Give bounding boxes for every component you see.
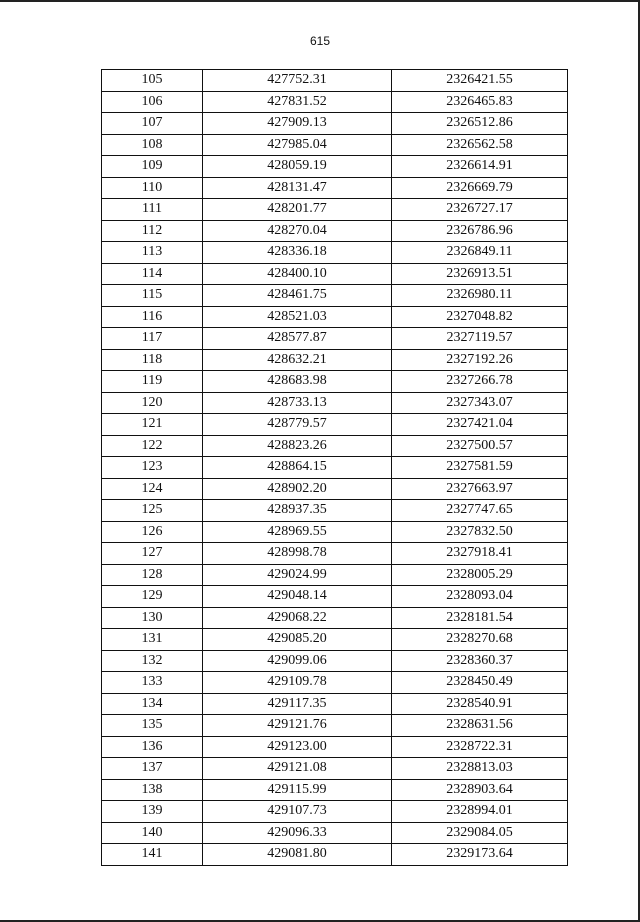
table-row xyxy=(102,543,568,565)
y-coordinate-cell: 2326465.83 xyxy=(392,91,568,113)
table-row xyxy=(102,672,568,694)
y-coordinate-cell: 2326614.91 xyxy=(392,156,568,178)
table-row xyxy=(102,113,568,135)
table-row xyxy=(102,758,568,780)
table-row xyxy=(102,693,568,715)
point-number-cell: 111 xyxy=(102,199,203,221)
y-coordinate-cell: 2328903.64 xyxy=(392,779,568,801)
table-row xyxy=(102,392,568,414)
x-coordinate-cell: 428823.26 xyxy=(203,435,392,457)
x-coordinate-cell: 427831.52 xyxy=(203,91,392,113)
y-coordinate-cell: 2326562.58 xyxy=(392,134,568,156)
y-coordinate-cell: 2326786.96 xyxy=(392,220,568,242)
point-number-cell: 137 xyxy=(102,758,203,780)
point-number-cell: 141 xyxy=(102,844,203,866)
y-coordinate-cell: 2328270.68 xyxy=(392,629,568,651)
x-coordinate-cell: 428059.19 xyxy=(203,156,392,178)
x-coordinate-cell: 429085.20 xyxy=(203,629,392,651)
x-coordinate-cell: 428779.57 xyxy=(203,414,392,436)
x-coordinate-cell: 429081.80 xyxy=(203,844,392,866)
table-row xyxy=(102,715,568,737)
x-coordinate-cell: 429121.08 xyxy=(203,758,392,780)
point-number-cell: 107 xyxy=(102,113,203,135)
page-number: 615 xyxy=(309,34,331,48)
point-number-cell: 119 xyxy=(102,371,203,393)
table-row xyxy=(102,134,568,156)
x-coordinate-cell: 429121.76 xyxy=(203,715,392,737)
point-number-cell: 139 xyxy=(102,801,203,823)
x-coordinate-cell: 427985.04 xyxy=(203,134,392,156)
table-row xyxy=(102,779,568,801)
point-number-cell: 121 xyxy=(102,414,203,436)
point-number-cell: 122 xyxy=(102,435,203,457)
point-number-cell: 115 xyxy=(102,285,203,307)
x-coordinate-cell: 428577.87 xyxy=(203,328,392,350)
y-coordinate-cell: 2328994.01 xyxy=(392,801,568,823)
point-number-cell: 109 xyxy=(102,156,203,178)
x-coordinate-cell: 428461.75 xyxy=(203,285,392,307)
table-row xyxy=(102,349,568,371)
y-coordinate-cell: 2328450.49 xyxy=(392,672,568,694)
point-number-cell: 112 xyxy=(102,220,203,242)
point-number-cell: 135 xyxy=(102,715,203,737)
table-row xyxy=(102,822,568,844)
table-row xyxy=(102,263,568,285)
x-coordinate-cell: 427909.13 xyxy=(203,113,392,135)
table-row xyxy=(102,306,568,328)
point-number-cell: 140 xyxy=(102,822,203,844)
table-row xyxy=(102,629,568,651)
x-coordinate-cell: 428683.98 xyxy=(203,371,392,393)
point-number-cell: 126 xyxy=(102,521,203,543)
coordinates-table xyxy=(101,69,568,866)
y-coordinate-cell: 2328631.56 xyxy=(392,715,568,737)
y-coordinate-cell: 2328813.03 xyxy=(392,758,568,780)
y-coordinate-cell: 2327747.65 xyxy=(392,500,568,522)
x-coordinate-cell: 429096.33 xyxy=(203,822,392,844)
table-row xyxy=(102,242,568,264)
point-number-cell: 138 xyxy=(102,779,203,801)
y-coordinate-cell: 2328005.29 xyxy=(392,564,568,586)
table-row xyxy=(102,607,568,629)
y-coordinate-cell: 2327048.82 xyxy=(392,306,568,328)
table-row xyxy=(102,414,568,436)
x-coordinate-cell: 428998.78 xyxy=(203,543,392,565)
x-coordinate-cell: 428131.47 xyxy=(203,177,392,199)
coordinates-table-body xyxy=(102,70,568,866)
point-number-cell: 127 xyxy=(102,543,203,565)
table-row xyxy=(102,371,568,393)
point-number-cell: 132 xyxy=(102,650,203,672)
y-coordinate-cell: 2326980.11 xyxy=(392,285,568,307)
point-number-cell: 124 xyxy=(102,478,203,500)
point-number-cell: 136 xyxy=(102,736,203,758)
x-coordinate-cell: 428336.18 xyxy=(203,242,392,264)
table-row xyxy=(102,220,568,242)
x-coordinate-cell: 429024.99 xyxy=(203,564,392,586)
table-row xyxy=(102,457,568,479)
point-number-cell: 118 xyxy=(102,349,203,371)
y-coordinate-cell: 2328181.54 xyxy=(392,607,568,629)
y-coordinate-cell: 2326512.86 xyxy=(392,113,568,135)
table-row xyxy=(102,586,568,608)
x-coordinate-cell: 429099.06 xyxy=(203,650,392,672)
y-coordinate-cell: 2327266.78 xyxy=(392,371,568,393)
point-number-cell: 106 xyxy=(102,91,203,113)
x-coordinate-cell: 429115.99 xyxy=(203,779,392,801)
table-row xyxy=(102,156,568,178)
x-coordinate-cell: 428864.15 xyxy=(203,457,392,479)
table-row xyxy=(102,91,568,113)
y-coordinate-cell: 2327581.59 xyxy=(392,457,568,479)
table-row xyxy=(102,199,568,221)
table-row xyxy=(102,70,568,92)
table-row xyxy=(102,328,568,350)
x-coordinate-cell: 429117.35 xyxy=(203,693,392,715)
x-coordinate-cell: 429107.73 xyxy=(203,801,392,823)
point-number-cell: 116 xyxy=(102,306,203,328)
point-number-cell: 114 xyxy=(102,263,203,285)
y-coordinate-cell: 2328540.91 xyxy=(392,693,568,715)
point-number-cell: 128 xyxy=(102,564,203,586)
y-coordinate-cell: 2327192.26 xyxy=(392,349,568,371)
table-row xyxy=(102,435,568,457)
y-coordinate-cell: 2327500.57 xyxy=(392,435,568,457)
x-coordinate-cell: 429109.78 xyxy=(203,672,392,694)
x-coordinate-cell: 428969.55 xyxy=(203,521,392,543)
x-coordinate-cell: 428937.35 xyxy=(203,500,392,522)
table-row xyxy=(102,521,568,543)
table-row xyxy=(102,500,568,522)
x-coordinate-cell: 429123.00 xyxy=(203,736,392,758)
point-number-cell: 131 xyxy=(102,629,203,651)
point-number-cell: 123 xyxy=(102,457,203,479)
page-border-top xyxy=(0,0,640,2)
y-coordinate-cell: 2326421.55 xyxy=(392,70,568,92)
x-coordinate-cell: 428201.77 xyxy=(203,199,392,221)
y-coordinate-cell: 2327918.41 xyxy=(392,543,568,565)
point-number-cell: 125 xyxy=(102,500,203,522)
point-number-cell: 113 xyxy=(102,242,203,264)
point-number-cell: 105 xyxy=(102,70,203,92)
x-coordinate-cell: 429048.14 xyxy=(203,586,392,608)
point-number-cell: 130 xyxy=(102,607,203,629)
x-coordinate-cell: 429068.22 xyxy=(203,607,392,629)
y-coordinate-cell: 2326727.17 xyxy=(392,199,568,221)
table-row xyxy=(102,736,568,758)
point-number-cell: 120 xyxy=(102,392,203,414)
table-row xyxy=(102,478,568,500)
y-coordinate-cell: 2327343.07 xyxy=(392,392,568,414)
y-coordinate-cell: 2327832.50 xyxy=(392,521,568,543)
y-coordinate-cell: 2326913.51 xyxy=(392,263,568,285)
table-row xyxy=(102,177,568,199)
x-coordinate-cell: 428632.21 xyxy=(203,349,392,371)
point-number-cell: 108 xyxy=(102,134,203,156)
x-coordinate-cell: 427752.31 xyxy=(203,70,392,92)
y-coordinate-cell: 2328722.31 xyxy=(392,736,568,758)
y-coordinate-cell: 2326669.79 xyxy=(392,177,568,199)
x-coordinate-cell: 428902.20 xyxy=(203,478,392,500)
y-coordinate-cell: 2328093.04 xyxy=(392,586,568,608)
x-coordinate-cell: 428733.13 xyxy=(203,392,392,414)
point-number-cell: 117 xyxy=(102,328,203,350)
y-coordinate-cell: 2327663.97 xyxy=(392,478,568,500)
x-coordinate-cell: 428270.04 xyxy=(203,220,392,242)
y-coordinate-cell: 2326849.11 xyxy=(392,242,568,264)
point-number-cell: 134 xyxy=(102,693,203,715)
table-row xyxy=(102,801,568,823)
y-coordinate-cell: 2327421.04 xyxy=(392,414,568,436)
point-number-cell: 133 xyxy=(102,672,203,694)
table-row xyxy=(102,844,568,866)
y-coordinate-cell: 2327119.57 xyxy=(392,328,568,350)
point-number-cell: 110 xyxy=(102,177,203,199)
x-coordinate-cell: 428521.03 xyxy=(203,306,392,328)
y-coordinate-cell: 2328360.37 xyxy=(392,650,568,672)
y-coordinate-cell: 2329173.64 xyxy=(392,844,568,866)
point-number-cell: 129 xyxy=(102,586,203,608)
table-row xyxy=(102,650,568,672)
table-row xyxy=(102,564,568,586)
y-coordinate-cell: 2329084.05 xyxy=(392,822,568,844)
table-row xyxy=(102,285,568,307)
x-coordinate-cell: 428400.10 xyxy=(203,263,392,285)
